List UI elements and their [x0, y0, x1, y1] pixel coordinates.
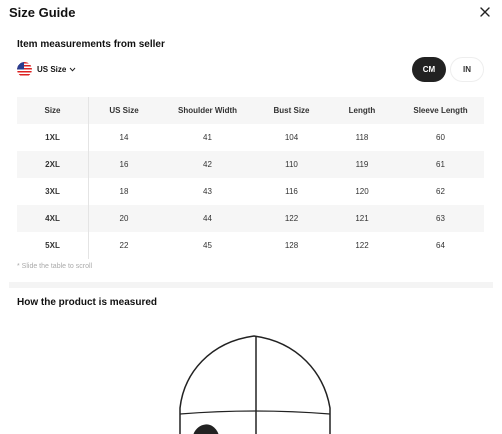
table-row [17, 205, 484, 232]
table-cell: 60 [436, 133, 445, 142]
close-button[interactable] [477, 3, 493, 21]
table-row [17, 232, 484, 259]
size-table[interactable] [17, 97, 484, 259]
table-cell: 16 [119, 160, 129, 169]
table-cell: 5XL [17, 232, 89, 259]
close-icon [480, 7, 490, 17]
table-cell: 63 [436, 214, 445, 223]
column-header: Bust Size [273, 106, 310, 115]
hat-measurement-illustration [170, 328, 340, 434]
column-header: Length [348, 106, 376, 115]
table-cell: 116 [285, 187, 298, 196]
table-cell: 104 [284, 133, 299, 142]
table-cell: 121 [355, 214, 369, 223]
table-row [17, 178, 484, 205]
table-cell: 120 [355, 187, 369, 196]
table-cell: 1XL [17, 124, 89, 151]
page-title: Size Guide [9, 5, 76, 20]
unit-in-button[interactable]: IN [450, 57, 484, 82]
column-header: US Size [109, 106, 139, 115]
table-row [17, 151, 484, 178]
unit-cm-button[interactable]: CM [412, 57, 446, 82]
column-header: Shoulder Width [177, 106, 238, 115]
column-header: Sleeve Length [413, 106, 468, 115]
size-system-dropdown[interactable] [17, 61, 76, 77]
table-cell: 2XL [17, 151, 89, 178]
table-cell: 14 [119, 133, 129, 142]
table-cell: 43 [203, 187, 212, 196]
table-cell: 4XL [17, 205, 89, 232]
unit-toggle [412, 57, 484, 82]
table-cell: 22 [119, 241, 129, 250]
column-header: Size [17, 97, 89, 124]
table-cell: 18 [119, 187, 129, 196]
table-header-row [17, 97, 484, 124]
table-cell: 42 [203, 160, 212, 169]
table-cell: 61 [436, 160, 445, 169]
table-cell: 122 [284, 214, 299, 223]
chevron-down-icon [69, 66, 76, 73]
table-cell: 62 [436, 187, 445, 196]
size-system-label: US Size [37, 64, 67, 74]
section-divider [9, 282, 493, 288]
measurement-section-title: How the product is measured [17, 297, 158, 308]
table-cell: 45 [203, 241, 212, 250]
table-cell: 128 [284, 241, 299, 250]
seller-measurements-title: Item measurements from seller [17, 39, 165, 50]
table-cell: 118 [355, 133, 369, 142]
table-cell: 41 [203, 133, 212, 142]
scroll-hint: * Slide the table to scroll [17, 263, 93, 270]
table-cell: 119 [355, 160, 369, 169]
table-cell: 110 [285, 160, 298, 169]
table-cell: 20 [119, 214, 129, 223]
table-row [17, 124, 484, 151]
table-cell: 44 [203, 214, 212, 223]
table-cell: 64 [436, 241, 445, 250]
us-flag-icon [17, 62, 32, 77]
table-cell: 122 [355, 241, 369, 250]
table-cell: 3XL [17, 178, 89, 205]
